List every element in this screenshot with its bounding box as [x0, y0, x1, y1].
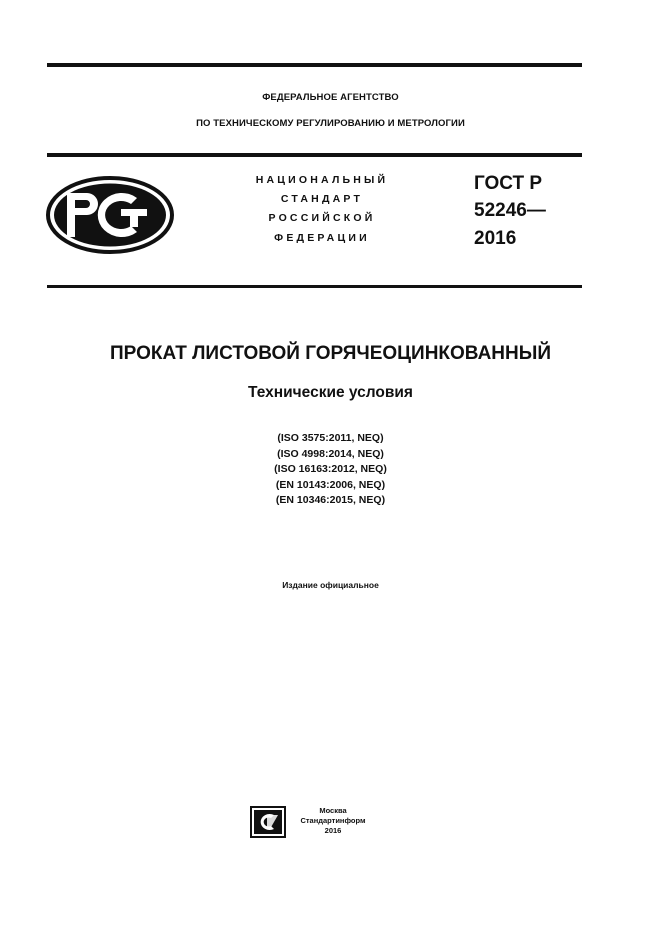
rst-certification-logo-icon: [45, 175, 175, 255]
reference-standard: (ISO 16163:2012, NEQ): [274, 463, 387, 475]
reference-standards-list: [0, 431, 661, 509]
agency-line-2: ПО ТЕХНИЧЕСКОМУ РЕГУЛИРОВАНИЮ И МЕТРОЛОГИИ: [196, 118, 465, 129]
gost-designation-line-1: ГОСТ Р: [474, 173, 543, 194]
publisher-name: Стандартинформ: [300, 816, 366, 825]
standard-block-rule: [47, 285, 582, 288]
national-line-3: РОССИЙСКОЙ: [268, 212, 376, 224]
reference-standard: (EN 10143:2006, NEQ): [275, 478, 386, 491]
gost-designation-line-3: 2016: [474, 228, 517, 249]
reference-standard: (ISO 3575:2011, NEQ): [277, 432, 384, 444]
national-line-1: НАЦИОНАЛЬНЫЙ: [255, 174, 389, 186]
agency-line-1: ФЕДЕРАЛЬНОЕ АГЕНТСТВО: [262, 92, 399, 103]
standartinform-logo-icon: [250, 806, 286, 838]
reference-standard: (EN 10346:2015, NEQ): [275, 494, 386, 506]
top-rule: [47, 63, 582, 67]
publisher-city: Москва: [319, 806, 347, 815]
publisher-block: [293, 806, 373, 836]
document-subtitle: Технические условия: [248, 384, 413, 401]
edition-note: Издание официальное: [282, 580, 379, 590]
gost-designation-line-2: 52246—: [474, 200, 546, 221]
reference-standard: (ISO 4998:2014, NEQ): [277, 447, 384, 460]
header-rule: [47, 153, 582, 157]
document-title: ПРОКАТ ЛИСТОВОЙ ГОРЯЧЕОЦИНКОВАННЫЙ: [109, 343, 551, 364]
national-line-2: СТАНДАРТ: [280, 193, 364, 205]
national-line-4: ФЕДЕРАЦИИ: [274, 232, 370, 244]
publisher-year: 2016: [324, 826, 342, 835]
